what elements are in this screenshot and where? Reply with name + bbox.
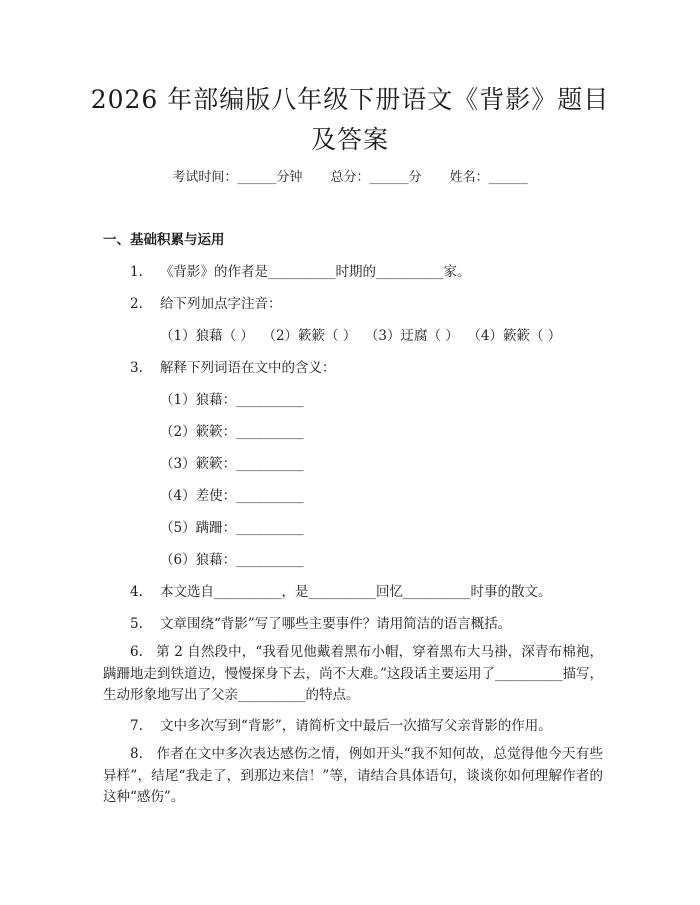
section-heading: 一、基础积累与运用: [103, 232, 225, 248]
exam-time: 考试时间：______分钟: [172, 170, 303, 185]
question-text: 《背影》的作者是__________时期的__________家。: [160, 264, 471, 280]
question-number: 7.: [130, 718, 143, 734]
question-1: [130, 262, 471, 282]
title-line-1: 2026 年部编版八年级下册语文《背影》题目: [90, 85, 610, 114]
definition-item: （6）狼藉：__________: [160, 552, 304, 568]
definition-item: （4）差使：__________: [160, 488, 304, 504]
definition-item: （2）簌簌：__________: [160, 424, 304, 440]
title-line-2: 及答案: [310, 125, 389, 154]
question-text: 第 2 自然段中，“我看见他戴着黑布小帽，穿着黑布大马褂，深青布棉袍，蹒跚地走到铁道边，慢慢探身下去，尚不大难。”这段话主要运用了__________描写，生动形象地写出了父亲__________的特点。: [103, 644, 603, 703]
question-2: [130, 294, 282, 314]
exam-name: 姓名：______: [449, 170, 528, 185]
question-6: [103, 642, 603, 707]
document-title: [80, 80, 620, 160]
question-number: 4.: [130, 584, 143, 600]
question-3: [130, 358, 336, 378]
question-text: 作者在文中多次表达感伤之情，例如开头“我不知何故，总觉得他今天有些异样”，结尾“我走了，到那边来信！”等，请结合具体语句，谈谈你如何理解作者的这种“感伤”。: [103, 746, 603, 805]
question-number: 6.: [130, 644, 143, 660]
question-8: [103, 744, 603, 809]
question-5: [130, 614, 511, 634]
question-4: [130, 582, 552, 602]
question-text: 文中多次写到“背影”，请简析文中最后一次描写父亲背影的作用。: [160, 718, 552, 734]
question-number: 5.: [130, 616, 143, 632]
question-2-options: （1）狼藉（ ） （2）簌簌（ ） （3）迂腐（ ） （4）簌簌（ ）: [160, 328, 562, 344]
question-text: 解释下列词语在文中的含义：: [160, 360, 336, 376]
definition-item: （5）蹒跚：__________: [160, 520, 304, 536]
question-text: 文章围绕“背影”写了哪些主要事件？请用简洁的语言概括。: [160, 616, 512, 632]
question-7: [130, 716, 552, 736]
exam-info: [0, 168, 700, 188]
question-number: 8.: [130, 746, 143, 762]
definition-item: （1）狼藉：__________: [160, 392, 304, 408]
question-number: 3.: [130, 360, 143, 376]
question-text: 本文选自__________，是__________回忆__________时事的散文。: [160, 584, 552, 600]
question-number: 1.: [130, 264, 143, 280]
exam-score: 总分：______分: [330, 170, 422, 185]
question-text: 给下列加点字注音：: [160, 296, 282, 312]
definition-item: （3）簌簌：__________: [160, 456, 304, 472]
question-number: 2.: [130, 296, 143, 312]
